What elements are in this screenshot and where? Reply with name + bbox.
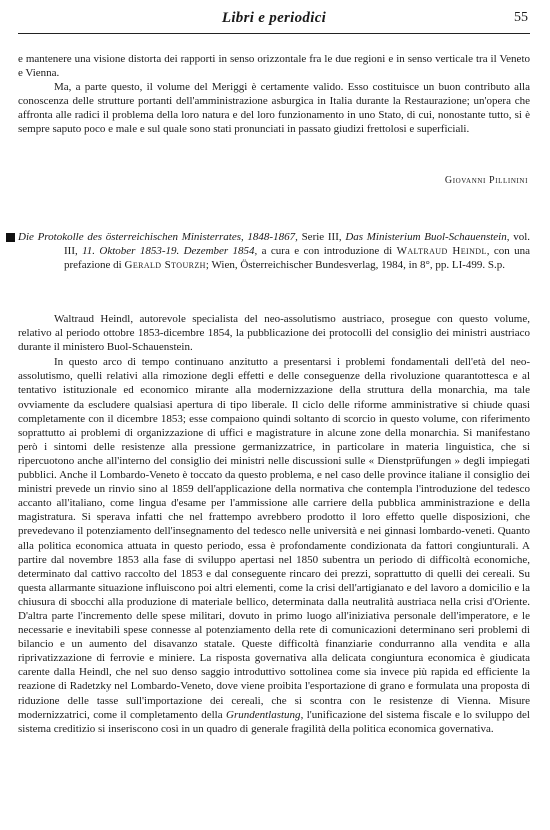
previous-review-text [18,52,530,136]
review-paragraph-1: Waltraud Heindl, autorevole specialista del neo-assolutismo austriaco, prosegue con questo volume, relativo al periodo ottobre 1853-dicembre 1854, la pubblicazione dei protocolli del consiglio dei ministri austriaco durante il ministero Buol-Schauenstein. [18,313,530,354]
review-paragraph-2-part-a: In questo arco di tempo continuano anzitutto a presentarsi i problemi fondamentali dell'età del neo-assolutismo, quelli relativi alla rimozione degli effetti e delle conseguenze della rivoluzione quarantottesca e al tentativo istituzionale ed economico mirante alla modernizzazione della struttura della monarchia, ma tale ovviamente da escludere qualsiasi apertura di tipo liberale. Il ciclo delle riforme amministrative si chiude quasi completamente con il dicembre 1853; esse compaiono quindi soltanto di scorcio in questo volume, con riferimento soprattutto ai problemi di organizzazione di uffici e magistrature in alcune zone della monarchia. Si manifestano però i sintomi delle resistenze alla pressione germanizzatrice, in particolare in materia linguistica, che si ripercuotono anche all'interno del consiglio dei ministri nelle discussioni sulle « Dienstprüfungen » degli impiegati pubblici. Anche il Lombardo-Veneto è toccato da questo problema, e nel caso delle province italiane il consiglio dei ministri prevede un rinvio sino al 1859 dell'applicazione della normativa che contempla l'introduzione del tedesco accanto all'italiano, come lingua d'esame per l'ammissione alle carriere della pubblica amministrazione e della magistratura. Si sperava infatti che nel frattempo avrebbero prodotto il loro effetto quelle disposizioni, che prevedevano il potenziamento dell'insegnamento del tedesco nelle università e nei ginnasi lombardo-veneti. Quanto alla politica economica attuata in questo periodo, essa è profondamente condizionata da fattori congiunturali. A partire dal novembre 1853 alla fase di sviluppo apertasi nel 1850 subentra un periodo di difficoltà economiche, determinato dal cattivo raccolto del 1853 e dal conseguente rincaro dei prezzi, soprattutto di quelli dei cereali. Su questa allarmante situazione influiscono poi altri elementi, come la crisi dell'artigianato e del lavoro a domicilio e la chiusura di sbocchi alla produzione di materiale bellico, determinata dalla neutralità austriaca nella crisi d'Oriente. D'altra parte l'incremento delle spese militari, dovuto in primo luogo all'iniziativa personale dell'imperatore, e le necessarie e inevitabili spese connesse al potenziamento della rete di comunicazioni determinano seri problemi di bilancio e un aumento del disavanzo statale. Queste difficoltà finanziarie condurranno alla vendita e alla riprivatizzazione di ferrovie e miniere. La risposta governativa alla delicata congiuntura economica è giudicata carente dalla Heindl, che nel suo denso saggio introduttivo sottolinea come sia invece più rapida ed efficiente la reazione di Radetzky nel Lombardo-Veneto, dove viene proibita l'esportazione di grano e formulata una proposta di riduzione delle tasse sull'importazione dei cereali, che si scontra con le resistenze di Vienna. Misure modernizzatrici, come il completamento della [18,356,530,721]
header-rule [18,33,530,34]
review-text [18,312,530,736]
citation-series: Serie III, [297,231,346,243]
citation-editor: Waltraud Heindl [396,245,487,257]
citation-editor-intro: a cura e con introduzione di [257,245,397,257]
citation-preface-author: Gerald Stourzh [124,259,206,271]
continuation-paragraph: e mantenere una visione distorta dei rapporti in senso orizzontale fra le due regioni e in senso verticale tra il Veneto e Vienna. [18,53,530,79]
running-title: Libri e periodici [221,10,327,26]
citation-dates: 11. Oktober 1853-19. Dezember 1854, [82,245,258,257]
page-number: 55 [514,10,528,25]
citation-subtitle: Das Ministerium Buol-Schauenstein, [345,231,510,243]
citation-preface-intro: , con una prefazione di [64,245,530,271]
page-header [18,10,530,32]
book-citation [18,230,530,272]
citation-title: Die Protokolle des österreichischen Ministerrates, 1848-1867, [18,231,298,243]
review-paragraph-2-part-b: , l'unificazione del sistema fiscale e lo sviluppo del sistema creditizio si inseriscono così in un quadro di generale fragilità della politica economica governativa. [18,708,530,735]
reviewer-signature: Giovanni Pillinini [444,175,528,186]
citation-bullet-icon [6,233,15,242]
closing-paragraph: Ma, a parte questo, il volume del Meriggi è certamente valido. Esso costituisce un buon contributo alla conoscenza delle strutture portanti dell'amministrazione asburgica in Italia durante la Restaurazione; un'opera che affronta alle radici il problema della loro natura e del loro funzionamento in uno Stato, di cui, nonostante tutto, si è sempre saputo poco e male e sul quale sono stati pronunciati in passato giudizi frettolosi e superficiali. [18,81,530,135]
citation-publisher: ; Wien, Österreichischer Bundesverlag, 1984, in 8°, pp. LI-499. S.p. [205,259,506,271]
review-paragraph-2-italic: Grundentlastung [226,708,301,721]
review-paragraph-2 [18,355,530,736]
citation-body [18,230,530,272]
citation-volume: vol. III, [64,231,530,257]
